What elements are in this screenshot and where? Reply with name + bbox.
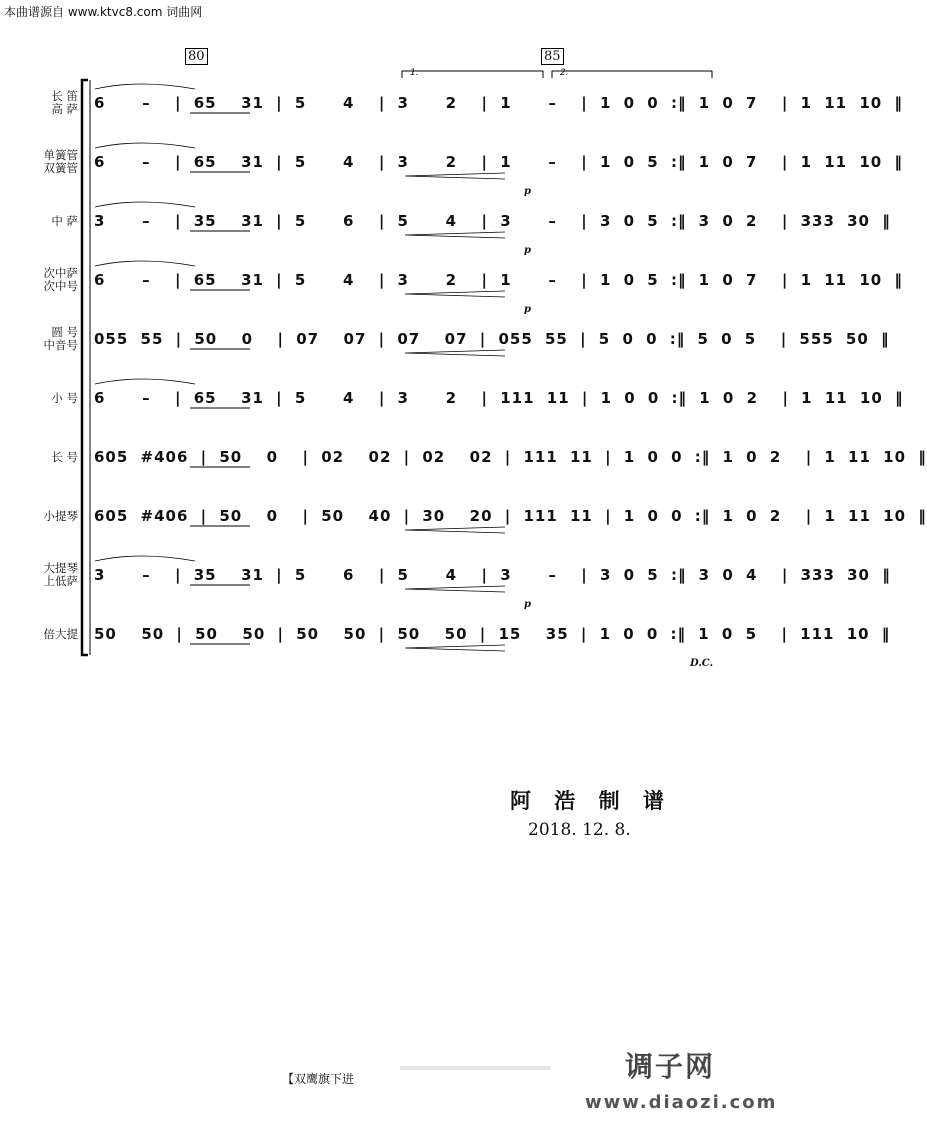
hairpin-mark bbox=[405, 232, 505, 238]
instrument-label-line: 长 笛 bbox=[51, 89, 78, 103]
watermark-logo-cn: 调子网 bbox=[625, 1050, 716, 1083]
dynamic-piano-mark: p bbox=[524, 304, 531, 315]
volta-2-label: 2. bbox=[560, 68, 569, 78]
hairpin-mark bbox=[405, 586, 505, 592]
instrument-label-line: 上低萨 bbox=[43, 574, 78, 588]
instrument-label-line: 圆 号 bbox=[51, 325, 78, 339]
instrument-label-line: 小 号 bbox=[51, 391, 78, 405]
slur-arc bbox=[95, 84, 195, 89]
slur-arc bbox=[95, 379, 195, 384]
instrument-label bbox=[30, 267, 78, 293]
notation-line: 055 55 | 50 0 | 07 07 | 07 07 | 055 55 | 5 0 0 :‖ 5 0 5 | 555 50 ‖ bbox=[94, 330, 890, 348]
slur-arc bbox=[95, 202, 195, 207]
notation-line: 6 – | 65 31 | 5 4 | 3 2 | 1 – | 1 0 5 :‖ 1 0 7 | 1 11 10 ‖ bbox=[94, 271, 903, 289]
instrument-label bbox=[30, 90, 78, 116]
hairpin-mark bbox=[405, 645, 505, 651]
volta-brackets bbox=[402, 71, 712, 78]
instrument-label-line: 大提琴 bbox=[43, 561, 78, 575]
instrument-label bbox=[30, 392, 78, 405]
hairpin-mark bbox=[405, 173, 505, 179]
notation-line: 6 – | 65 31 | 5 4 | 3 2 | 1 – | 1 0 5 :‖ 1 0 7 | 1 11 10 ‖ bbox=[94, 153, 903, 171]
source-header: 本曲谱源自 www.ktvc8.com 词曲网 bbox=[4, 5, 203, 19]
slur-arc bbox=[95, 261, 195, 266]
dynamic-piano-mark: p bbox=[524, 245, 531, 256]
instrument-label bbox=[30, 562, 78, 588]
instrument-label-line: 单簧管 bbox=[43, 148, 78, 162]
rehearsal-mark-85: 85 bbox=[541, 48, 564, 65]
instrument-label-line: 次中萨 bbox=[43, 266, 78, 280]
watermark-url: www.diaozi.com bbox=[585, 1092, 778, 1113]
piece-title: 【双鹰旗下进 bbox=[282, 1072, 355, 1086]
instrument-label-line: 小提琴 bbox=[43, 509, 78, 523]
rehearsal-mark-80: 80 bbox=[185, 48, 208, 65]
hairpin-mark bbox=[405, 291, 505, 297]
da-capo-mark: D.C. bbox=[690, 658, 714, 669]
instrument-label bbox=[30, 510, 78, 523]
arrangement-date: 2018. 12. 8. bbox=[528, 820, 631, 840]
instrument-label-line: 中 萨 bbox=[51, 214, 78, 228]
instrument-label bbox=[30, 628, 78, 641]
notation-line: 50 50 | 50 50 | 50 50 | 50 50 | 15 35 | 1 0 0 :‖ 1 0 5 | 111 10 ‖ bbox=[94, 625, 891, 643]
notation-line: 3 – | 35 31 | 5 6 | 5 4 | 3 – | 3 0 5 :‖ 3 0 4 | 333 30 ‖ bbox=[94, 566, 891, 584]
notation-line: 6 – | 65 31 | 5 4 | 3 2 | 1 – | 1 0 0 :‖ 1 0 7 | 1 11 10 ‖ bbox=[94, 94, 903, 112]
system-bracket bbox=[82, 80, 90, 655]
volta-1-label: 1. bbox=[410, 68, 419, 78]
instrument-label-line: 中音号 bbox=[43, 338, 78, 352]
instrument-label bbox=[30, 149, 78, 175]
instrument-label-line: 倍大提 bbox=[43, 627, 78, 641]
slur-arc bbox=[95, 143, 195, 148]
instrument-label-line: 双簧管 bbox=[43, 161, 78, 175]
instrument-label-line: 高 萨 bbox=[51, 102, 78, 116]
instrument-label bbox=[30, 215, 78, 228]
notation-line: 605 #406 | 50 0 | 02 02 | 02 02 | 111 11 | 1 0 0 :‖ 1 0 2 | 1 11 10 ‖ bbox=[94, 448, 927, 466]
notation-line: 3 – | 35 31 | 5 6 | 5 4 | 3 – | 3 0 5 :‖ 3 0 2 | 333 30 ‖ bbox=[94, 212, 891, 230]
notation-line: 605 #406 | 50 0 | 50 40 | 30 20 | 111 11 | 1 0 0 :‖ 1 0 2 | 1 11 10 ‖ bbox=[94, 507, 927, 525]
composer-credit: 阿 浩 制 谱 bbox=[510, 788, 672, 813]
instrument-label bbox=[30, 326, 78, 352]
faint-watermark-text bbox=[400, 1064, 550, 1072]
notation-line: 6 – | 65 31 | 5 4 | 3 2 | 111 11 | 1 0 0 :‖ 1 0 2 | 1 11 10 ‖ bbox=[94, 389, 904, 407]
instrument-label-line: 次中号 bbox=[43, 279, 78, 293]
instrument-label bbox=[30, 451, 78, 464]
hairpin-mark bbox=[405, 527, 505, 533]
instrument-label-line: 长 号 bbox=[51, 450, 78, 464]
slur-arc bbox=[95, 556, 195, 561]
dynamic-piano-mark: p bbox=[524, 186, 531, 197]
dynamic-piano-mark: p bbox=[524, 599, 531, 610]
hairpin-mark bbox=[405, 350, 505, 356]
